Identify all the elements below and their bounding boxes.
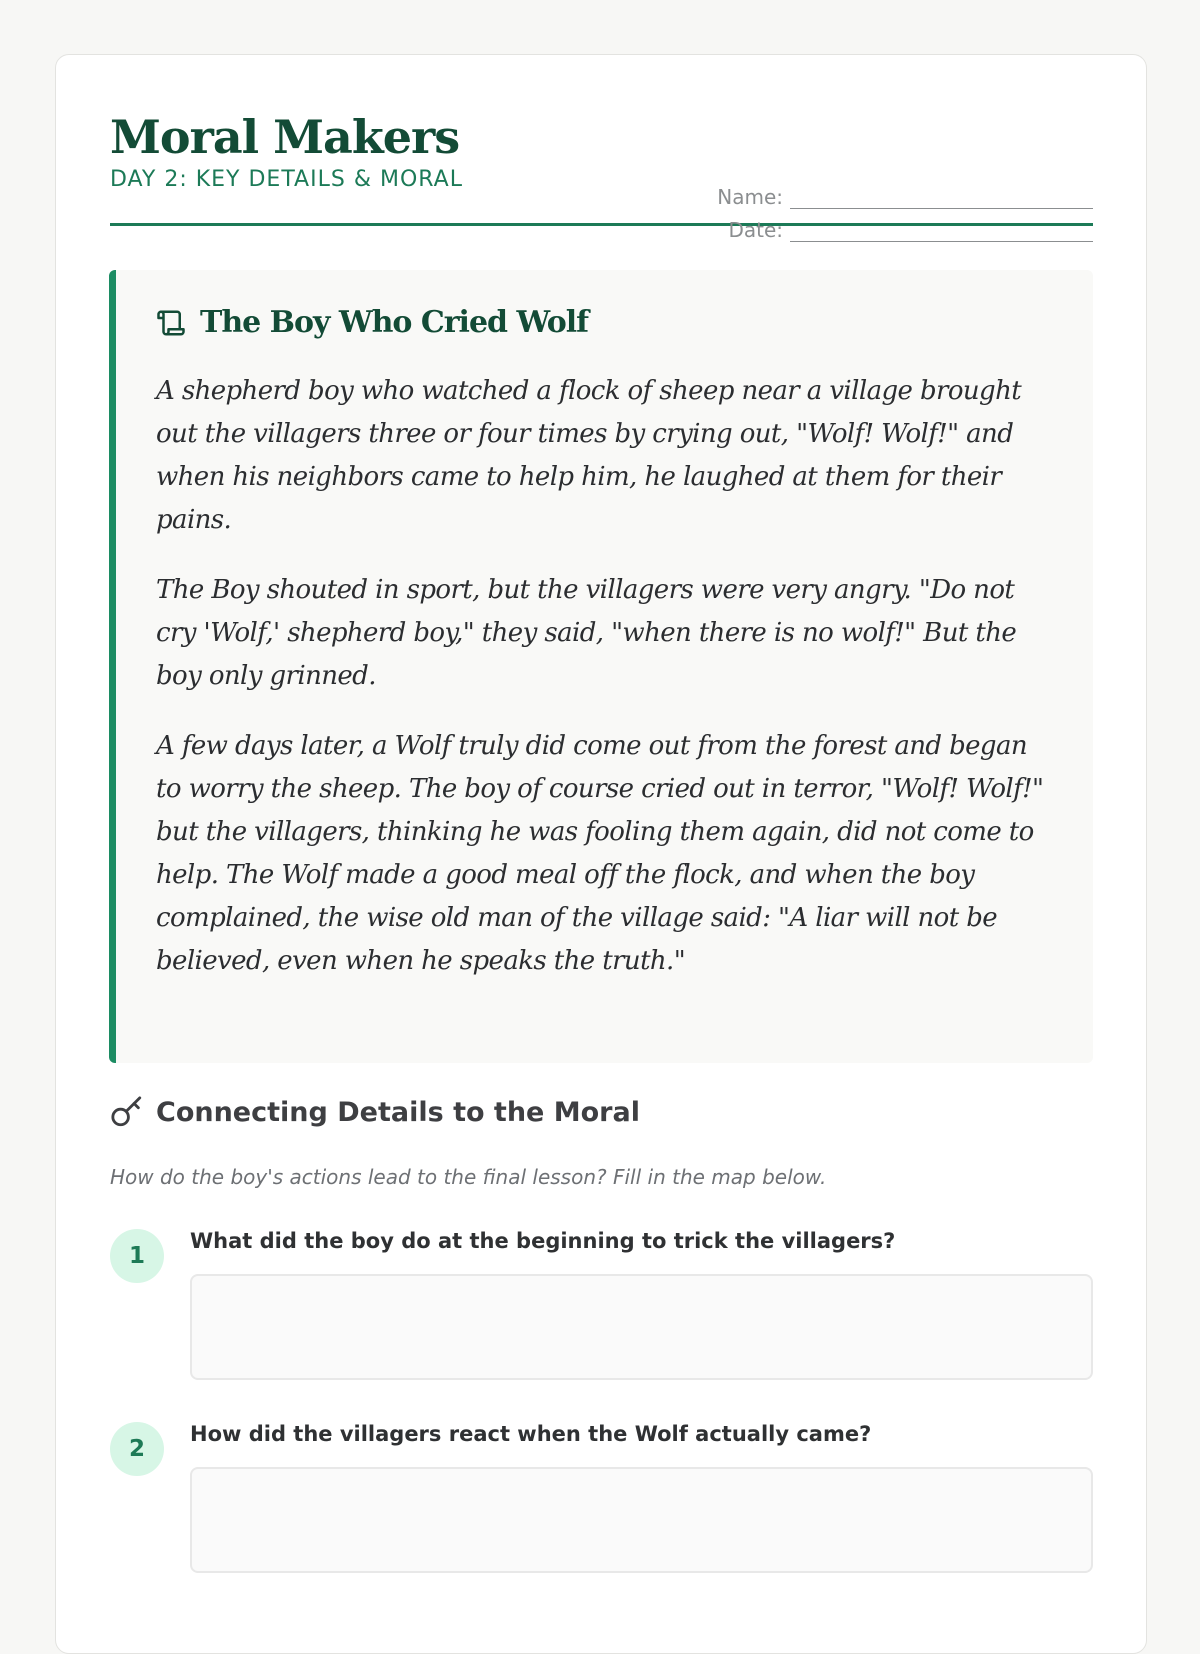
name-blank-line[interactable] <box>790 188 1093 209</box>
story-paragraph: The Boy shouted in sport, but the villagers were very angry. "Do not cry 'Wolf,' shepherd boy," they said, "when there is no wolf!" But the boy only grinned. <box>156 575 1017 691</box>
scroll-icon <box>156 308 186 338</box>
worksheet-subtitle: DAY 2: KEY DETAILS & MORAL <box>110 167 463 192</box>
worksheet-header <box>110 105 1093 242</box>
section-heading <box>110 1095 640 1129</box>
answer-box[interactable] <box>190 1274 1093 1380</box>
date-blank-line[interactable] <box>790 221 1093 242</box>
question-number-badge: 1 <box>110 1229 164 1283</box>
answer-box[interactable] <box>190 1467 1093 1573</box>
key-icon <box>110 1095 144 1129</box>
date-label: Date: <box>728 218 783 242</box>
question-text: How did the villagers react when the Wolf actually came? <box>190 1422 872 1446</box>
section-title: Connecting Details to the Moral <box>156 1096 640 1128</box>
section-instructions: How do the boy's actions lead to the final lesson? Fill in the map below. <box>110 1165 827 1189</box>
story-title: The Boy Who Cried Wolf <box>200 305 589 340</box>
story-paragraph: A few days later, a Wolf truly did come out from the forest and began to worry the sheep. The boy of course cried out in terror, "Wolf! Wolf!" but the villagers, thinking he was fooling them again, did not come to help. The Wolf made a good meal off the flock, and when the boy complained, the wise old man of the village said: "A liar will not be believed, even when he speaks the truth." <box>156 731 1044 976</box>
worksheet-title: Moral Makers <box>110 110 460 164</box>
story-panel <box>109 270 1093 1063</box>
story-text <box>156 370 1056 1010</box>
story-paragraph: A shepherd boy who watched a flock of sheep near a village brought out the villagers three or four times by crying out, "Wolf! Wolf!" and when his neighbors came to help him, he laughed at them for their pains. <box>156 376 1022 535</box>
question-number-badge: 2 <box>110 1422 164 1476</box>
question-text: What did the boy do at the beginning to trick the villagers? <box>190 1229 896 1253</box>
name-field[interactable] <box>717 185 1093 209</box>
date-field[interactable] <box>728 218 1093 242</box>
story-heading <box>156 305 588 340</box>
worksheet-page <box>55 54 1147 1654</box>
name-label: Name: <box>717 185 783 209</box>
